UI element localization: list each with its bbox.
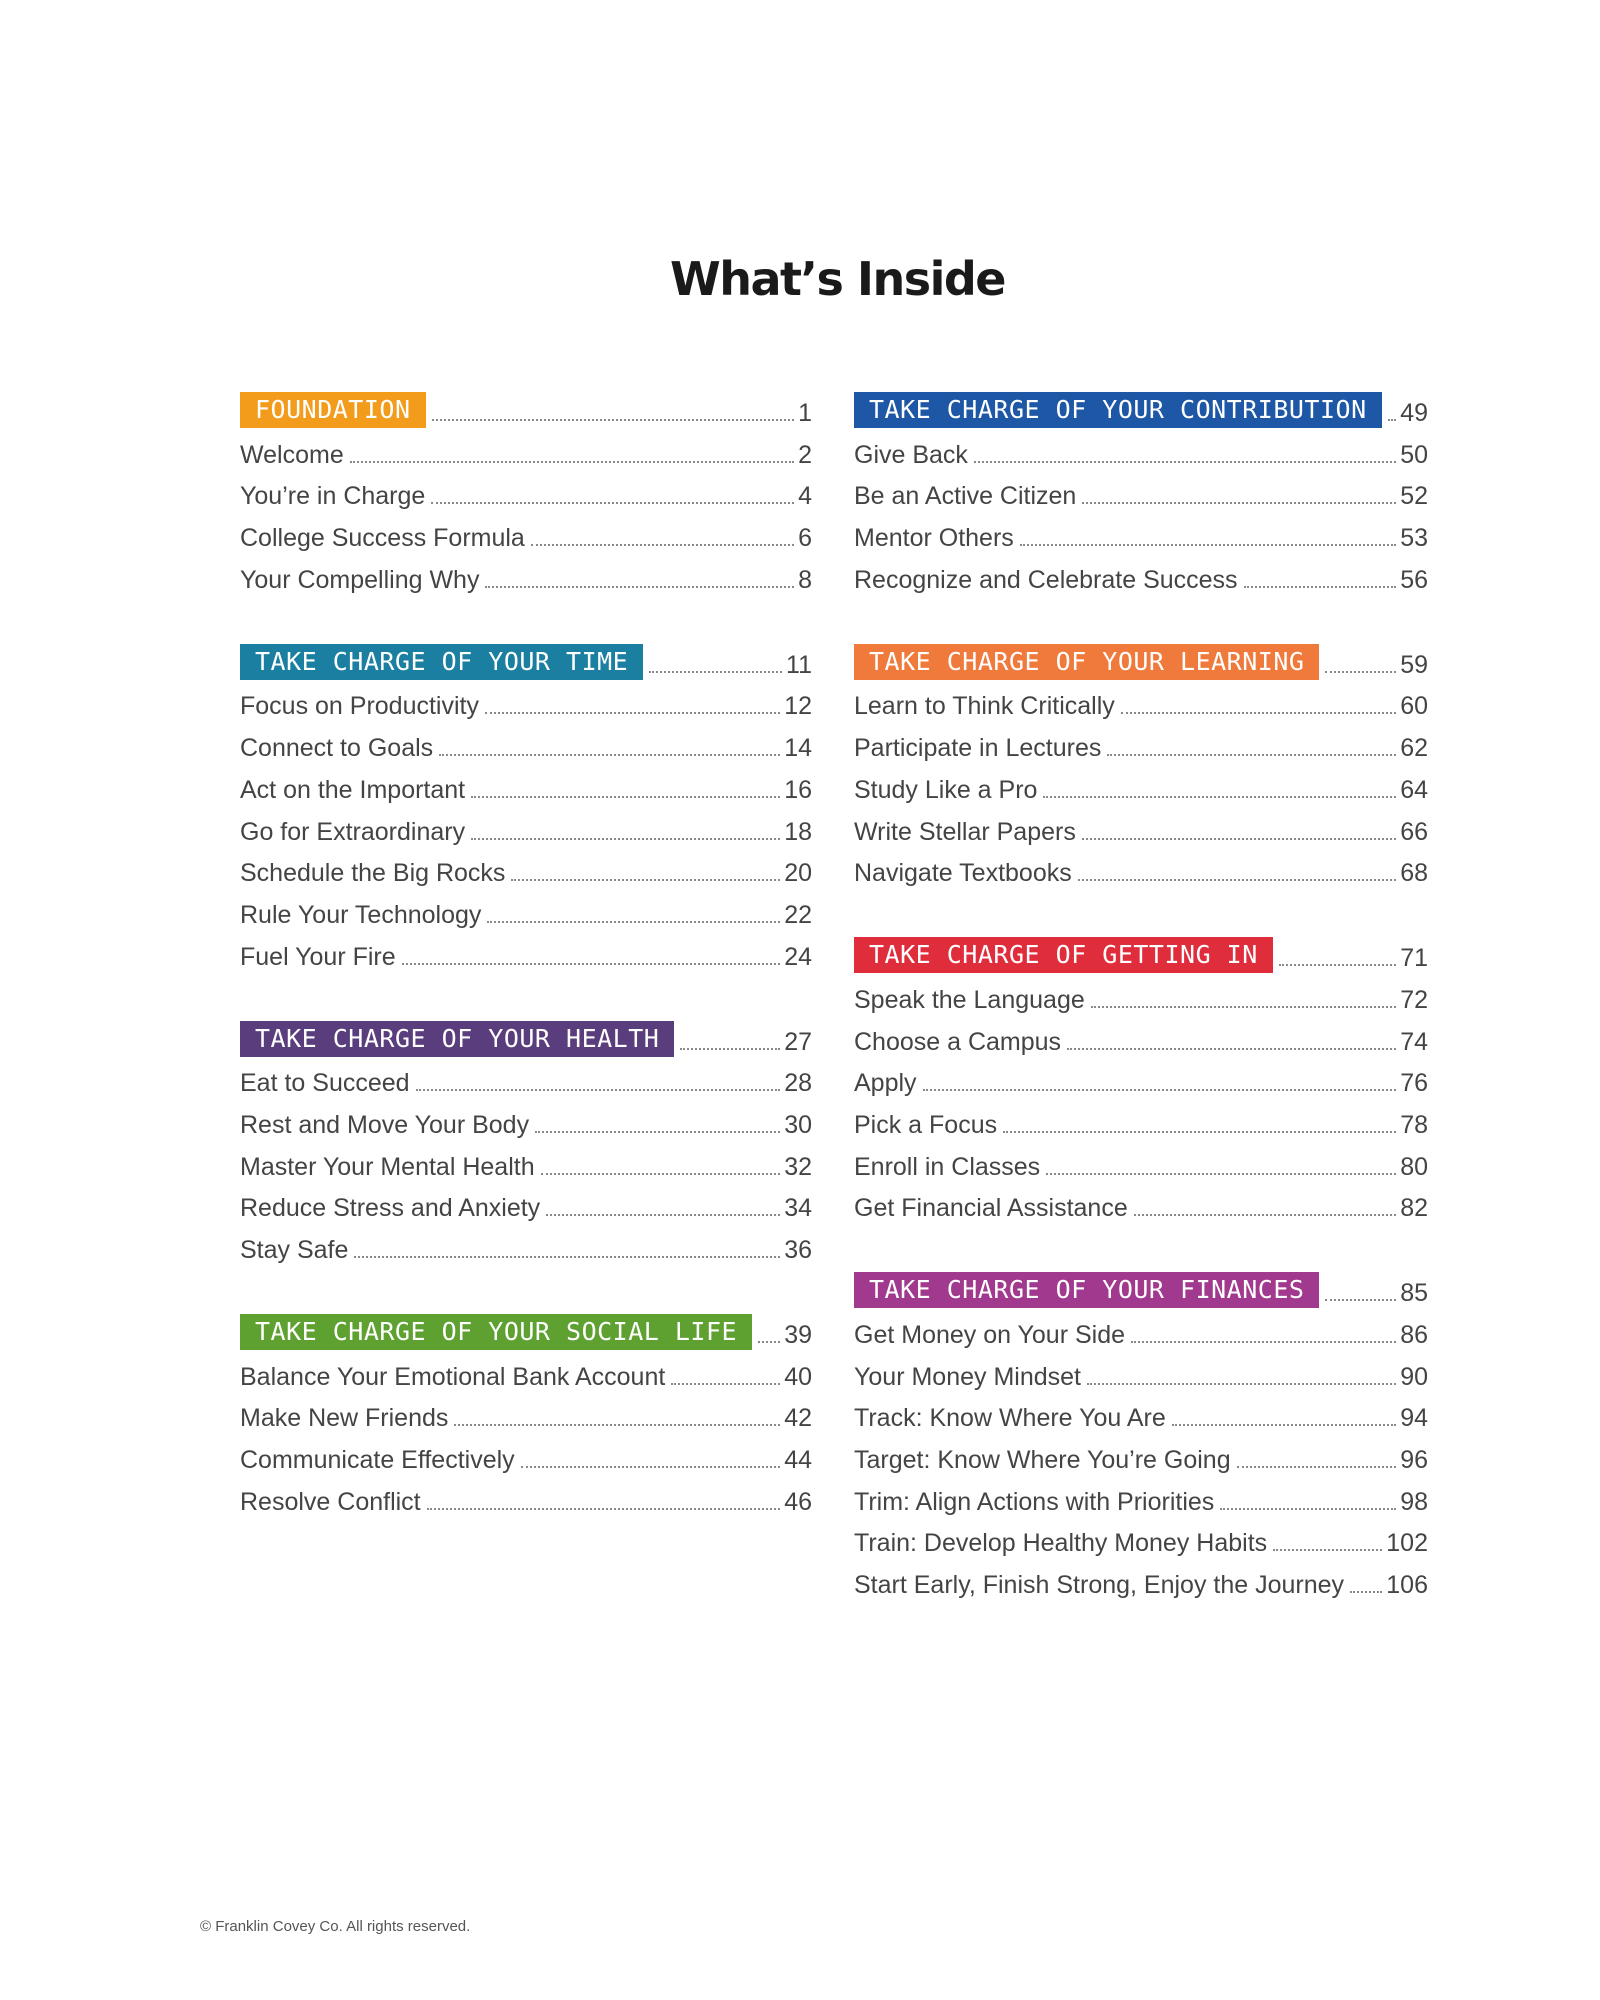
page-number: 30 <box>784 1110 812 1139</box>
toc-section <box>240 638 812 972</box>
toc-entry[interactable] <box>240 1475 812 1517</box>
dot-leader <box>1082 837 1396 840</box>
dot-leader <box>427 1507 781 1510</box>
page-number: 66 <box>1400 817 1428 846</box>
toc-entry-title: Learn to Think Critically <box>854 692 1115 721</box>
dot-leader <box>454 1423 780 1426</box>
section-heading-badge: TAKE CHARGE OF YOUR SOCIAL LIFE <box>240 1314 752 1350</box>
page-number: 102 <box>1386 1529 1428 1558</box>
toc-entry-title: Start Early, Finish Strong, Enjoy the Journey <box>854 1571 1345 1600</box>
section-heading-badge: TAKE CHARGE OF YOUR LEARNING <box>854 644 1319 680</box>
toc-entry-title: Study Like a Pro <box>854 775 1038 804</box>
toc-entry-title: Act on the Important <box>240 775 466 804</box>
toc-entry-title: Your Compelling Why <box>240 565 480 594</box>
section-heading-row[interactable] <box>240 1015 812 1057</box>
toc-entry[interactable] <box>854 721 1428 763</box>
dot-leader <box>1131 1340 1396 1343</box>
toc-entry-title: Be an Active Citizen <box>854 482 1077 511</box>
toc-entry-title: Apply <box>854 1069 917 1098</box>
page-number: 76 <box>1400 1069 1428 1098</box>
section-heading-row[interactable] <box>854 1266 1428 1308</box>
toc-entry-title: Participate in Lectures <box>854 734 1102 763</box>
page-number: 16 <box>784 775 812 804</box>
toc-section <box>854 638 1428 888</box>
page-number: 18 <box>784 817 812 846</box>
page-number: 49 <box>1400 399 1428 427</box>
toc-entry-title: Go for Extraordinary <box>240 817 466 846</box>
toc-entry[interactable] <box>854 470 1428 512</box>
dot-leader <box>974 460 1396 463</box>
dot-leader <box>1078 878 1396 881</box>
toc-entry[interactable] <box>240 1433 812 1475</box>
section-heading-row[interactable] <box>240 1308 812 1350</box>
toc-entry[interactable] <box>240 721 812 763</box>
dot-leader <box>1220 1507 1396 1510</box>
dot-leader <box>416 1088 781 1091</box>
page-number: 82 <box>1400 1194 1428 1223</box>
dot-leader <box>1091 1005 1396 1008</box>
toc-section <box>240 1308 812 1517</box>
toc-entry-title: Balance Your Emotional Bank Account <box>240 1362 666 1391</box>
dot-leader <box>350 460 794 463</box>
dot-leader <box>1237 1465 1397 1468</box>
dot-leader <box>680 1047 780 1050</box>
page-number: 94 <box>1400 1404 1428 1433</box>
toc-entry[interactable] <box>240 553 812 595</box>
toc-entry-title: Speak the Language <box>854 985 1085 1014</box>
page-number: 42 <box>784 1404 812 1433</box>
toc-entry-title: College Success Formula <box>240 524 525 553</box>
page-number: 1 <box>798 399 812 427</box>
left-toc-column <box>240 386 812 1560</box>
page-number: 28 <box>784 1069 812 1098</box>
page-number: 8 <box>798 565 812 594</box>
page-number: 80 <box>1400 1152 1428 1181</box>
dot-leader <box>1244 585 1397 588</box>
page-number: 4 <box>798 482 812 511</box>
toc-entry[interactable] <box>240 805 812 847</box>
toc-entry[interactable] <box>240 1140 812 1182</box>
toc-entry-title: Eat to Succeed <box>240 1069 410 1098</box>
page-number: 34 <box>784 1194 812 1223</box>
dot-leader <box>541 1172 781 1175</box>
toc-entry[interactable] <box>240 930 812 972</box>
toc-entry[interactable] <box>854 1392 1428 1434</box>
toc-entry[interactable] <box>854 1182 1428 1224</box>
page-number: 36 <box>784 1236 812 1264</box>
page-number: 96 <box>1400 1446 1428 1475</box>
dot-leader <box>546 1213 780 1216</box>
toc-entry-title: Get Financial Assistance <box>854 1194 1128 1223</box>
dot-leader <box>1325 670 1396 673</box>
page-number: 60 <box>1400 692 1428 721</box>
page-number: 39 <box>784 1321 812 1349</box>
toc-entry[interactable] <box>240 680 812 722</box>
dot-leader <box>1003 1130 1396 1133</box>
page-number: 71 <box>1400 944 1428 973</box>
toc-entry-title: Rule Your Technology <box>240 900 482 929</box>
toc-entry[interactable] <box>854 1433 1428 1475</box>
page-number: 85 <box>1400 1279 1428 1308</box>
toc-entry-title: Resolve Conflict <box>240 1487 421 1516</box>
dot-leader <box>1325 1298 1396 1301</box>
page-number: 11 <box>786 650 812 679</box>
page-number: 27 <box>784 1027 812 1056</box>
toc-entry[interactable] <box>240 1098 812 1140</box>
toc-entry[interactable] <box>240 847 812 889</box>
page-title: What’s Inside <box>669 252 1006 306</box>
page-number: 2 <box>798 440 812 469</box>
dot-leader <box>354 1255 780 1258</box>
dot-leader <box>1388 418 1397 421</box>
dot-leader <box>1046 1172 1396 1175</box>
toc-section <box>854 1266 1428 1600</box>
dot-leader <box>1273 1548 1382 1551</box>
toc-entry-title: Fuel Your Fire <box>240 942 396 971</box>
toc-entry-title: Stay Safe <box>240 1236 349 1264</box>
toc-entry[interactable] <box>240 1223 812 1265</box>
dot-leader <box>1172 1423 1396 1426</box>
dot-leader <box>671 1382 780 1385</box>
toc-entry-title: Target: Know Where You’re Going <box>854 1446 1231 1475</box>
toc-entry-title: Rest and Move Your Body <box>240 1110 530 1139</box>
toc-entry[interactable] <box>854 1140 1428 1182</box>
dot-leader <box>1043 795 1396 798</box>
section-heading-badge: TAKE CHARGE OF YOUR HEALTH <box>240 1021 674 1057</box>
page-number: 53 <box>1400 524 1428 553</box>
page-number: 24 <box>784 942 812 971</box>
section-heading-row[interactable] <box>240 638 812 680</box>
toc-entry-title: Recognize and Celebrate Success <box>854 565 1238 594</box>
toc-entry[interactable] <box>240 1392 812 1434</box>
toc-entry-title: Give Back <box>854 440 968 469</box>
page-number: 56 <box>1400 565 1428 594</box>
toc-entry[interactable] <box>240 470 812 512</box>
page-number: 72 <box>1400 985 1428 1014</box>
dot-leader <box>511 878 780 881</box>
toc-entry[interactable] <box>854 1517 1428 1559</box>
page-number: 90 <box>1400 1362 1428 1391</box>
dot-leader <box>471 795 780 798</box>
page-number: 12 <box>784 692 812 721</box>
dot-leader <box>487 920 780 923</box>
toc-entry-title: Reduce Stress and Anxiety <box>240 1194 541 1223</box>
toc-entry-title: Choose a Campus <box>854 1027 1062 1056</box>
toc-entry-title: Trim: Align Actions with Priorities <box>854 1487 1215 1516</box>
page-number: 68 <box>1400 859 1428 888</box>
toc-entry-title: Train: Develop Healthy Money Habits <box>854 1529 1268 1558</box>
section-heading-row[interactable] <box>854 638 1428 680</box>
page-number: 52 <box>1400 482 1428 511</box>
toc-entry-title: Write Stellar Papers <box>854 817 1076 846</box>
section-heading-badge: TAKE CHARGE OF YOUR FINANCES <box>854 1272 1319 1308</box>
toc-entry-title: Your Money Mindset <box>854 1362 1081 1391</box>
toc-entry-title: Track: Know Where You Are <box>854 1404 1166 1433</box>
toc-entry[interactable] <box>240 888 812 930</box>
page-number: 74 <box>1400 1027 1428 1056</box>
toc-entry[interactable] <box>854 553 1428 595</box>
section-heading-badge: FOUNDATION <box>240 392 426 428</box>
toc-entry-title: Communicate Effectively <box>240 1446 515 1475</box>
section-heading-row[interactable] <box>854 931 1428 973</box>
dot-leader <box>535 1130 780 1133</box>
dot-leader <box>1087 1382 1396 1385</box>
dot-leader <box>521 1465 781 1468</box>
toc-entry[interactable] <box>854 1057 1428 1099</box>
section-heading-badge: TAKE CHARGE OF YOUR CONTRIBUTION <box>854 392 1382 428</box>
page-number: 86 <box>1400 1321 1428 1349</box>
toc-entry[interactable] <box>854 973 1428 1015</box>
page-number: 64 <box>1400 775 1428 804</box>
toc-entry[interactable] <box>854 428 1428 470</box>
page-number: 6 <box>798 524 812 553</box>
toc-entry[interactable] <box>854 763 1428 805</box>
toc-entry[interactable] <box>854 847 1428 889</box>
toc-entry[interactable] <box>854 1308 1428 1350</box>
dot-leader <box>1350 1590 1382 1593</box>
toc-entry-title: Schedule the Big Rocks <box>240 859 506 888</box>
toc-entry[interactable] <box>854 1098 1428 1140</box>
dot-leader <box>1121 711 1396 714</box>
page-number: 40 <box>784 1362 812 1391</box>
dot-leader <box>531 543 794 546</box>
page-number: 78 <box>1400 1110 1428 1139</box>
dot-leader <box>402 962 781 965</box>
page-number: 62 <box>1400 734 1428 763</box>
dot-leader <box>649 670 782 673</box>
dot-leader <box>1134 1213 1396 1216</box>
toc-entry[interactable] <box>240 1182 812 1224</box>
toc-entry[interactable] <box>240 1350 812 1392</box>
section-heading-row[interactable] <box>240 386 812 428</box>
section-heading-badge: TAKE CHARGE OF GETTING IN <box>854 937 1273 973</box>
dot-leader <box>485 711 780 714</box>
section-heading-row[interactable] <box>854 386 1428 428</box>
dot-leader <box>1107 753 1396 756</box>
toc-section <box>854 386 1428 595</box>
toc-entry-title: Focus on Productivity <box>240 692 479 721</box>
dot-leader <box>485 585 794 588</box>
page-number: 106 <box>1386 1571 1428 1600</box>
dot-leader <box>1279 963 1396 966</box>
dot-leader <box>432 418 795 421</box>
section-heading-badge: TAKE CHARGE OF YOUR TIME <box>240 644 643 680</box>
toc-entry[interactable] <box>240 428 812 470</box>
page-number: 20 <box>784 859 812 888</box>
toc-entry-title: Pick a Focus <box>854 1110 998 1139</box>
toc-entry-title: Welcome <box>240 440 344 469</box>
toc-entry[interactable] <box>854 1475 1428 1517</box>
page-number: 98 <box>1400 1487 1428 1516</box>
toc-section <box>240 1015 812 1265</box>
dot-leader <box>471 837 780 840</box>
toc-entry-title: Enroll in Classes <box>854 1152 1041 1181</box>
page-number: 22 <box>784 900 812 929</box>
toc-entry-title: Mentor Others <box>854 524 1014 553</box>
toc-section <box>854 931 1428 1223</box>
page-number: 44 <box>784 1446 812 1475</box>
dot-leader <box>1067 1047 1396 1050</box>
toc-entry[interactable] <box>240 763 812 805</box>
toc-entry[interactable] <box>854 1558 1428 1600</box>
page-number: 32 <box>784 1152 812 1181</box>
toc-section <box>240 386 812 595</box>
toc-entry[interactable] <box>854 511 1428 553</box>
dot-leader <box>758 1340 780 1343</box>
right-toc-column <box>854 386 1428 1643</box>
toc-entry[interactable] <box>240 1057 812 1099</box>
toc-entry[interactable] <box>854 805 1428 847</box>
toc-entry-title: Navigate Textbooks <box>854 859 1072 888</box>
page-number: 50 <box>1400 440 1428 469</box>
toc-entry-title: Make New Friends <box>240 1404 449 1433</box>
toc-entry-title: You’re in Charge <box>240 482 426 511</box>
dot-leader <box>923 1088 1397 1091</box>
toc-entry[interactable] <box>854 680 1428 722</box>
copyright-footer: © Franklin Covey Co. All rights reserved. <box>200 1918 471 1935</box>
toc-entry-title: Connect to Goals <box>240 734 434 763</box>
page-number: 46 <box>784 1487 812 1516</box>
page-number: 59 <box>1400 650 1428 679</box>
dot-leader <box>431 501 794 504</box>
toc-entry-title: Get Money on Your Side <box>854 1321 1126 1349</box>
dot-leader <box>1020 543 1396 546</box>
page-number: 14 <box>784 734 812 763</box>
dot-leader <box>439 753 780 756</box>
toc-entry[interactable] <box>240 511 812 553</box>
dot-leader <box>1082 501 1396 504</box>
toc-entry[interactable] <box>854 1015 1428 1057</box>
toc-entry[interactable] <box>854 1350 1428 1392</box>
toc-entry-title: Master Your Mental Health <box>240 1152 535 1181</box>
